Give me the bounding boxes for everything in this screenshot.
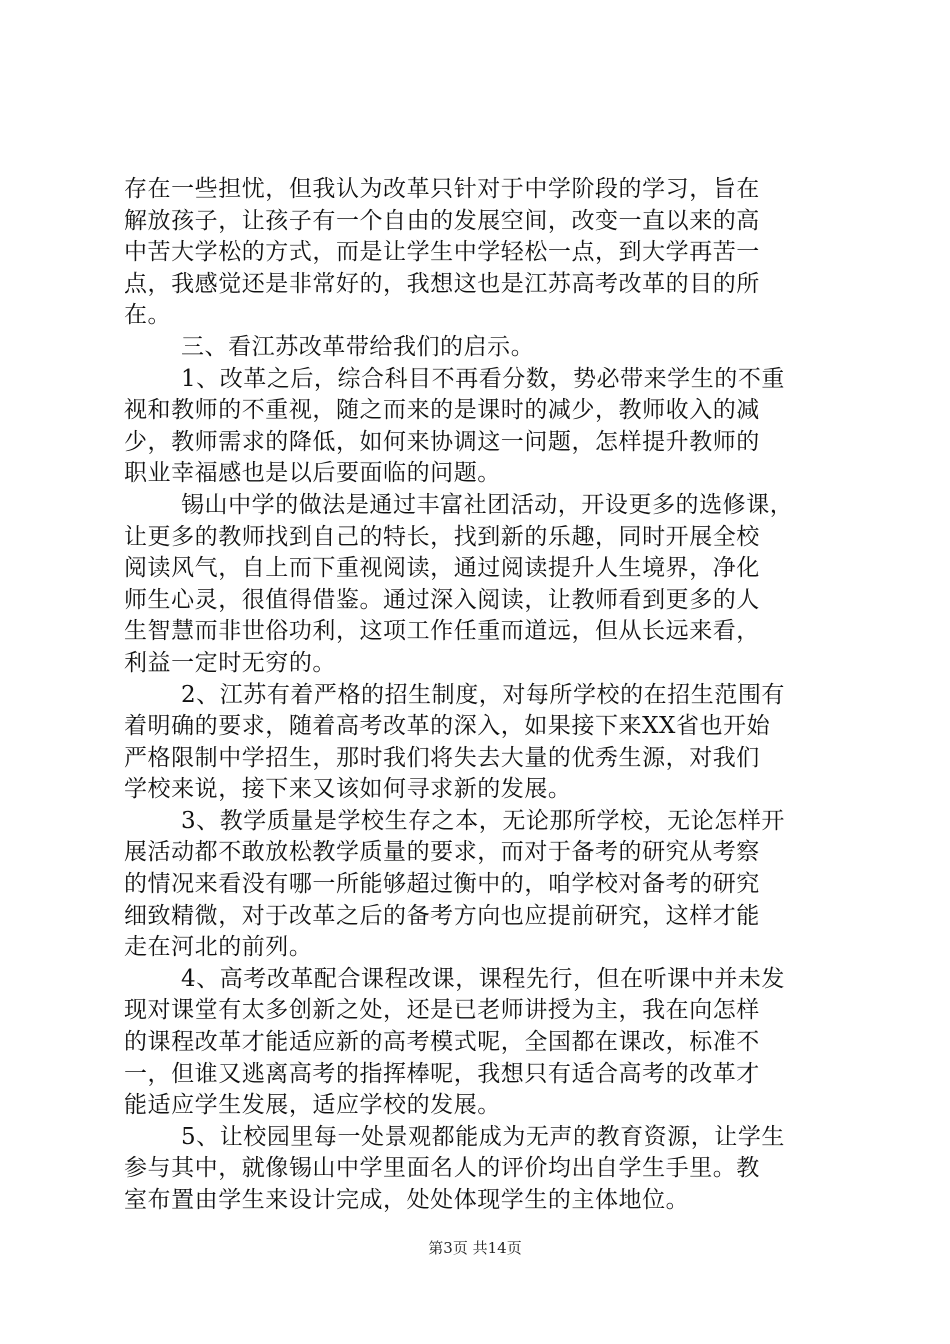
text-line: 的情况来看没有哪一所能够超过衡中的，咱学校对备考的研究 [124, 871, 760, 898]
text-line: 视和教师的不重视，随之而来的是课时的减少，教师收入的减 [124, 397, 760, 424]
text-line: 现对课堂有太多创新之处，还是已老师讲授为主，我在向怎样 [124, 997, 760, 1024]
text-line: 点，我感觉还是非常好的，我想这也是江苏高考改革的目的所 [124, 270, 760, 297]
text-line: 室布置由学生来设计完成，处处体现学生的主体地位。 [124, 1187, 690, 1213]
text-line: 阅读风气，自上而下重视阅读，通过阅读提升人生境界，净化 [124, 555, 760, 582]
text-line: 生智慧而非世俗功利，这项工作任重而道远，但从长远来看， [124, 618, 760, 645]
text-line: 5、让校园里每一处景观都能成为无声的教育资源，让学生 [181, 1123, 785, 1150]
text-line: 2、江苏有着严格的招生制度，对每所学校的在招生范围有 [181, 681, 785, 708]
text-line: 严格限制中学招生，那时我们将失去大量的优秀生源，对我们 [124, 744, 760, 771]
text-line: 在。 [124, 302, 172, 329]
text-line: 一，但谁又逃离高考的指挥棒呢，我想只有适合高考的改革才 [124, 1060, 760, 1087]
text-line: 参与其中，就像锡山中学里面名人的评价均出自学生手里。教 [124, 1155, 760, 1182]
text-line: 学校来说，接下来又该如何寻求新的发展。 [124, 776, 572, 803]
text-line: 的课程改革才能适应新的高考模式呢，全国都在课改，标准不 [124, 1029, 760, 1056]
text-line: 师生心灵，很值得借鉴。通过深入阅读，让教师看到更多的人 [124, 586, 760, 613]
text-line: 存在一些担忧，但我认为改革只针对于中学阶段的学习，旨在 [124, 176, 760, 202]
text-line: 着明确的要求，随着高考改革的深入，如果接下来XX省也开始 [124, 713, 771, 740]
text-line: 走在河北的前列。 [124, 934, 313, 961]
text-line: 让更多的教师找到自己的特长，找到新的乐趣，同时开展全校 [124, 523, 760, 550]
text-line: 4、高考改革配合课程改课，课程先行，但在听课中并未发 [181, 965, 785, 992]
text-line: 利益一定时无穷的。 [124, 649, 336, 676]
document-body [124, 174, 828, 1217]
text-line: 解放孩子，让孩子有一个自由的发展空间，改变一直以来的高 [124, 207, 760, 234]
text-line: 职业幸福感也是以后要面临的问题。 [124, 460, 501, 487]
text-line: 1、改革之后，综合科目不再看分数，势必带来学生的不重 [181, 365, 785, 392]
page-number-footer: 第3页 共14页 [428, 1239, 522, 1257]
text-line: 能适应学生发展，适应学校的发展。 [124, 1092, 501, 1119]
text-line: 锡山中学的做法是通过丰富社团活动，开设更多的选修课， [181, 491, 794, 518]
text-line: 细致精微，对于改革之后的备考方向也应提前研究，这样才能 [124, 902, 760, 929]
text-line: 少，教师需求的降低，如何来协调这一问题，怎样提升教师的 [124, 428, 760, 455]
text-line: 三、看江苏改革带给我们的启示。 [181, 333, 535, 360]
text-line: 展活动都不敢放松教学质量的要求，而对于备考的研究从考察 [124, 839, 760, 866]
text-line: 中苦大学松的方式，而是让学生中学轻松一点，到大学再苦一 [124, 239, 760, 266]
text-line: 3、教学质量是学校生存之本，无论那所学校，无论怎样开 [181, 807, 785, 834]
